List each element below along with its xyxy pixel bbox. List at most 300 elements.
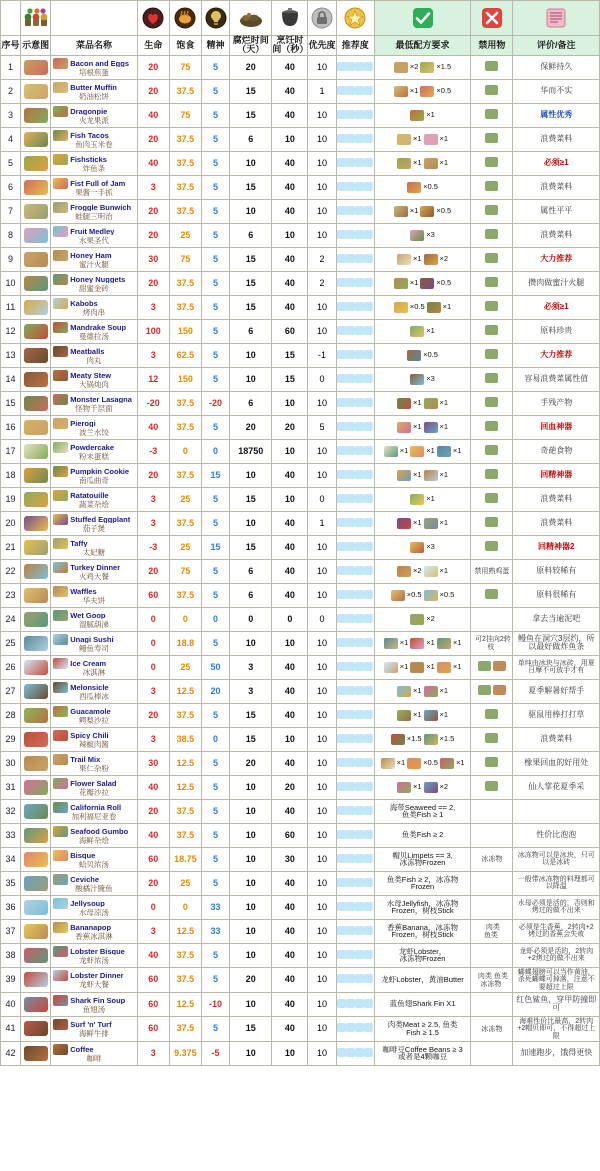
ingredient-amount: ×1	[439, 134, 449, 144]
rot-time-value: 10	[230, 151, 272, 175]
banned-cell	[471, 703, 513, 727]
rot-time-value: 10	[230, 799, 272, 823]
dish-name-cell	[51, 127, 137, 151]
ingredient-icon	[424, 134, 438, 145]
banned-icon	[493, 685, 506, 695]
row-index	[1, 175, 21, 199]
row-index	[1, 631, 21, 655]
rating-star	[337, 518, 346, 527]
dish-sprite	[53, 562, 68, 573]
rating-star	[364, 902, 373, 911]
ingredient-amount: ×1	[409, 278, 419, 288]
rating-star	[355, 1048, 364, 1057]
banned-icon	[485, 277, 498, 287]
sanity-value: 5	[201, 823, 229, 847]
rot-time-value: 10	[230, 199, 272, 223]
priority-value: 5	[308, 415, 336, 439]
requirement-text: 鱼类Fish ≥ 2	[401, 830, 444, 840]
dish-sprite	[53, 418, 68, 429]
dish-thumbnail	[21, 439, 51, 463]
ingredient-amount: ×1	[439, 518, 449, 528]
recommend-rating	[336, 343, 374, 367]
dish-image	[24, 876, 48, 891]
ingredient-amount: ×1	[409, 86, 419, 96]
note-text: 拿去当逾泥吧	[532, 614, 581, 624]
hunger-value: 25	[169, 223, 201, 247]
rating-star	[355, 974, 364, 983]
banned-cell	[471, 679, 513, 703]
note-text: 必须≥1	[543, 158, 569, 168]
hunger-value: 37.5	[169, 199, 201, 223]
rating-star	[355, 854, 364, 863]
recommend-rating	[336, 535, 374, 559]
ingredient-icon	[437, 446, 451, 457]
rot-time-value: 20	[230, 751, 272, 775]
banned-icon	[485, 733, 498, 743]
dish-image	[24, 348, 48, 363]
dish-image	[24, 900, 48, 915]
banned-icon	[485, 757, 498, 767]
cook-time-value: 40	[272, 55, 308, 79]
hunger-value: 12.5	[169, 679, 201, 703]
ingredient-icon	[397, 134, 411, 145]
rating-star	[364, 110, 373, 119]
health-value: 60	[137, 967, 169, 992]
rating-star	[364, 278, 373, 287]
sanity-value: 5	[201, 703, 229, 727]
sanity-value: 5	[201, 55, 229, 79]
rating-star	[337, 470, 346, 479]
dish-image	[24, 708, 48, 723]
rating-star	[364, 926, 373, 935]
dish-name-en: Unagi Sushi	[70, 635, 114, 644]
rating-star	[337, 542, 346, 551]
row-index	[1, 751, 21, 775]
row-index	[1, 223, 21, 247]
recommend-rating	[336, 1041, 374, 1065]
row-index	[1, 895, 21, 919]
banned-cell	[471, 415, 513, 439]
rot-time-value: 6	[230, 583, 272, 607]
table-row	[1, 463, 600, 487]
rating-star	[364, 878, 373, 887]
dish-image	[24, 204, 48, 219]
rating-star	[364, 206, 373, 215]
dish-name-cn: 西瓜棒冰	[78, 691, 109, 701]
note-cell	[513, 343, 600, 367]
rating-star	[346, 830, 355, 839]
dish-sprite	[53, 490, 68, 501]
banned-cell	[471, 223, 513, 247]
dish-name-en: Fish Tacos	[70, 131, 109, 140]
index-value: 29	[5, 733, 16, 744]
dish-name-en: Stuffed Eggplant	[70, 515, 131, 524]
health-value: -3	[137, 439, 169, 463]
dish-name-en: Jellysoup	[70, 899, 105, 908]
row-index	[1, 295, 21, 319]
note-text: 原料较稀有	[536, 566, 577, 576]
table-row	[1, 223, 600, 247]
rating-star	[337, 494, 346, 503]
dish-name-en: Kabobs	[70, 299, 98, 308]
note-text: 必须≥1	[543, 302, 569, 312]
rating-star	[355, 806, 364, 815]
dish-name-cn: 华夫饼	[82, 595, 106, 605]
banned-icon	[485, 709, 498, 719]
note-cell	[513, 487, 600, 511]
rot-time-value: 10	[230, 775, 272, 799]
dish-image	[24, 372, 48, 387]
ingredient-amount: ×1	[412, 518, 422, 528]
dish-thumbnail	[21, 343, 51, 367]
ingredient-amount: ×3	[426, 230, 435, 240]
cook-time-value: 40	[272, 247, 308, 271]
row-index	[1, 367, 21, 391]
requirement-cell	[374, 271, 470, 295]
rating-star	[337, 278, 346, 287]
rot-time-value: 6	[230, 391, 272, 415]
recommend-rating	[336, 943, 374, 967]
rot-time-value: 15	[230, 103, 272, 127]
rating-star	[346, 999, 355, 1008]
dish-name-cell	[51, 679, 137, 703]
row-index	[1, 583, 21, 607]
dish-image	[24, 804, 48, 819]
dish-name-cn: 水果圣代	[78, 235, 109, 245]
ingredient-amount: ×1	[426, 662, 435, 672]
cook-time-value: 40	[272, 583, 308, 607]
cook-time-value: 40	[272, 535, 308, 559]
requirement-cell	[374, 439, 470, 463]
sanity-value: 33	[201, 919, 229, 943]
rating-star	[355, 206, 364, 215]
priority-value: 10	[308, 799, 336, 823]
sanity-value: -5	[201, 1041, 229, 1065]
ingredient-amount: ×1.5	[406, 734, 422, 744]
requirement-cell	[374, 511, 470, 535]
ingredient-amount: ×0.5	[406, 590, 422, 600]
rot-time-value: 15	[230, 247, 272, 271]
health-value: 100	[137, 319, 169, 343]
dish-name-cell	[51, 151, 137, 175]
rating-star	[337, 302, 346, 311]
health-value: 20	[137, 79, 169, 103]
ingredient-icon	[437, 662, 451, 673]
dish-name-cell	[51, 775, 137, 799]
recommend-rating	[336, 1016, 374, 1041]
dish-name-en: Meaty Stew	[70, 371, 112, 380]
ingredient-amount: ×0.5	[436, 206, 452, 216]
dish-sprite	[53, 1019, 68, 1030]
row-index	[1, 487, 21, 511]
dish-thumbnail	[21, 271, 51, 295]
dish-name-cell	[51, 727, 137, 751]
sanity-value: 15	[201, 463, 229, 487]
sanity-value: 5	[201, 223, 229, 247]
dish-name-en: Meatballs	[70, 347, 105, 356]
note-cell	[513, 607, 600, 631]
banned-icon	[485, 301, 498, 311]
priority-value: 10	[308, 535, 336, 559]
dish-name-cell	[51, 871, 137, 895]
note-text: 华而不实	[540, 86, 573, 96]
dish-thumbnail	[21, 55, 51, 79]
rating-star	[364, 806, 373, 815]
rot-time-value: 18750	[230, 439, 272, 463]
priority-value: 10	[308, 871, 336, 895]
rating-star	[355, 878, 364, 887]
sanity-value: 0	[201, 439, 229, 463]
dish-name-en: Fruit Medley	[70, 227, 115, 236]
ingredient-amount: ×2	[426, 614, 435, 624]
ingredient-icon	[424, 470, 438, 481]
banned-cell	[471, 199, 513, 223]
health-value: 20	[137, 703, 169, 727]
rating-star	[355, 446, 364, 455]
banned-cell	[471, 79, 513, 103]
dish-sprite	[53, 850, 68, 861]
recommend-rating	[336, 992, 374, 1016]
dish-sprite	[53, 802, 68, 813]
cook-time-value: 40	[272, 943, 308, 967]
rating-star	[364, 686, 373, 695]
note-text: 一般带冰冻物的料理都可以降温	[517, 876, 595, 891]
priority-value: -1	[308, 343, 336, 367]
header-index: 序号	[1, 36, 21, 56]
cook-time-value: 40	[272, 703, 308, 727]
index-value: 12	[5, 325, 16, 336]
ingredient-icon	[397, 566, 411, 577]
rating-star	[355, 518, 364, 527]
rating-star	[346, 518, 355, 527]
cook-time-value: 40	[272, 919, 308, 943]
hunger-value: 25	[169, 871, 201, 895]
cook-time-value: 20	[272, 415, 308, 439]
hunger-value: 0	[169, 439, 201, 463]
index-value: 18	[5, 469, 16, 480]
table-row	[1, 583, 600, 607]
recommend-rating	[336, 103, 374, 127]
dish-name-cn: 辣椒肉酱	[78, 739, 109, 749]
requirement-cell	[374, 847, 470, 871]
banned-cell	[471, 511, 513, 535]
rating-star	[364, 854, 373, 863]
dish-thumbnail	[21, 631, 51, 655]
priority-value: 10	[308, 223, 336, 247]
dish-thumbnail	[21, 992, 51, 1016]
note-text: 原料很稀有	[536, 590, 577, 600]
hunger-value: 37.5	[169, 271, 201, 295]
health-value: 40	[137, 943, 169, 967]
banned-icon	[485, 157, 498, 167]
dish-name-cn: 炸鱼条	[82, 163, 106, 173]
note-text: 大力推荐	[540, 350, 573, 360]
rating-star	[364, 446, 373, 455]
banned-icon	[485, 205, 498, 215]
requirement-cell	[374, 895, 470, 919]
row-index	[1, 919, 21, 943]
dish-name-en: Melonsicle	[70, 683, 109, 692]
rating-star	[355, 950, 364, 959]
note-text: 手残产物	[540, 398, 573, 408]
index-value: 42	[5, 1047, 16, 1058]
banned-text: 禁用熟鸡蛋	[474, 568, 510, 576]
rating-star	[346, 86, 355, 95]
dish-name-cn: 酸橘汁腌鱼	[75, 883, 113, 893]
dish-image	[24, 156, 48, 171]
table-row	[1, 943, 600, 967]
dish-name-cell	[51, 367, 137, 391]
ingredient-icon	[420, 206, 434, 217]
dish-name-cell	[51, 319, 137, 343]
rating-star	[346, 758, 355, 767]
rating-star	[355, 830, 364, 839]
hunger-value: 37.5	[169, 415, 201, 439]
row-index	[1, 967, 21, 992]
banned-cell	[471, 55, 513, 79]
banned-cell	[471, 799, 513, 823]
banned-text: 可2挂向2转枝	[474, 635, 511, 652]
rating-star	[346, 902, 355, 911]
priority-value: 10	[308, 727, 336, 751]
dish-name-en: Trail Mix	[70, 755, 101, 764]
banned-cell	[471, 727, 513, 751]
dish-name-en: Ceviche	[70, 875, 100, 884]
hunger-value: 12.5	[169, 775, 201, 799]
health-value: 20	[137, 463, 169, 487]
row-index	[1, 415, 21, 439]
ingredient-amount: ×1	[412, 686, 422, 696]
rating-star	[355, 662, 364, 671]
rating-star	[355, 110, 364, 119]
ingredient-amount: ×0.5	[439, 590, 455, 600]
rating-star	[346, 974, 355, 983]
note-cell	[513, 151, 600, 175]
index-value: 6	[8, 181, 14, 192]
dish-image	[24, 324, 48, 339]
rating-star	[355, 398, 364, 407]
dish-name-cell	[51, 967, 137, 992]
rating-star	[337, 999, 346, 1008]
ingredient-icon	[410, 638, 424, 649]
ingredient-amount: ×1	[412, 710, 422, 720]
cook-time-value: 60	[272, 823, 308, 847]
hunger-value: 0	[169, 607, 201, 631]
rating-star	[355, 710, 364, 719]
health-value: 3	[137, 175, 169, 199]
ingredient-icon	[391, 590, 405, 601]
health-value: 60	[137, 847, 169, 871]
dish-image	[24, 132, 48, 147]
requirement-cell	[374, 967, 470, 992]
header-blank-2	[51, 1, 137, 36]
rating-star	[364, 734, 373, 743]
dish-name-en: Waffles	[70, 587, 97, 596]
dish-name-en: California Roll	[70, 803, 122, 812]
dish-name-cn: 火鸡大餐	[78, 571, 109, 581]
note-text: 浪费菜料	[540, 734, 573, 744]
banned-cell	[471, 967, 513, 992]
table-row	[1, 703, 600, 727]
dish-image	[24, 84, 48, 99]
recommend-rating	[336, 223, 374, 247]
note-cell	[513, 775, 600, 799]
rating-star	[364, 974, 373, 983]
rating-star	[337, 782, 346, 791]
requirement-cell	[374, 943, 470, 967]
dish-sprite	[53, 874, 68, 885]
recommend-rating	[336, 871, 374, 895]
ingredient-amount: ×3	[426, 542, 435, 552]
hunger-value: 25	[169, 535, 201, 559]
rot-time-value: 10	[230, 847, 272, 871]
rating-star	[337, 830, 346, 839]
ingredient-amount: ×2	[439, 254, 449, 264]
header-rot-time: 腐烂时间（天）	[230, 36, 272, 56]
sanity-value: 5	[201, 559, 229, 583]
banned-cell	[471, 439, 513, 463]
requirement-cell	[374, 871, 470, 895]
requirement-cell	[374, 535, 470, 559]
dish-name-cell	[51, 391, 137, 415]
rating-star	[364, 830, 373, 839]
dish-sprite	[53, 730, 68, 741]
ingredient-icon	[437, 638, 451, 649]
banned-icon	[485, 61, 498, 71]
table-row	[1, 103, 600, 127]
dish-thumbnail	[21, 847, 51, 871]
ingredient-icon	[391, 734, 405, 745]
ingredient-icon	[427, 302, 441, 313]
header-banned: 禁用物	[471, 36, 513, 56]
sanity-value: 0	[201, 727, 229, 751]
rating-star	[337, 158, 346, 167]
sanity-value: 5	[201, 847, 229, 871]
dish-image	[24, 828, 48, 843]
note-text: 浪费菜料	[540, 494, 573, 504]
ingredient-amount: ×0.5	[423, 182, 438, 192]
dish-name-cn: 加利福尼亚卷	[71, 811, 117, 821]
rating-star	[346, 950, 355, 959]
recommend-rating	[336, 799, 374, 823]
ingredient-amount: ×1	[439, 422, 449, 432]
rating-star	[346, 206, 355, 215]
dish-sprite	[53, 226, 68, 237]
note-text: 水母必须是活的，否则和烤过的做不出来	[517, 900, 595, 915]
row-index	[1, 775, 21, 799]
health-value: -20	[137, 391, 169, 415]
table-row	[1, 655, 600, 679]
ingredient-amount: ×1	[452, 446, 462, 456]
banned-cell	[471, 127, 513, 151]
ingredient-icon	[410, 374, 424, 385]
dish-name-cn: 水母凉汤	[78, 907, 109, 917]
dish-image	[24, 948, 48, 963]
rating-star	[337, 446, 346, 455]
cook-time-value: 40	[272, 871, 308, 895]
requirement-cell	[374, 559, 470, 583]
ingredient-icon	[394, 86, 408, 97]
priority-value: 10	[308, 463, 336, 487]
hunger-value: 18.75	[169, 847, 201, 871]
ingredient-amount: ×1	[396, 758, 406, 768]
dish-image	[24, 492, 48, 507]
priority-value: 10	[308, 775, 336, 799]
rating-star	[355, 326, 364, 335]
rating-star	[364, 950, 373, 959]
table-row	[1, 367, 600, 391]
note-cell	[513, 559, 600, 583]
